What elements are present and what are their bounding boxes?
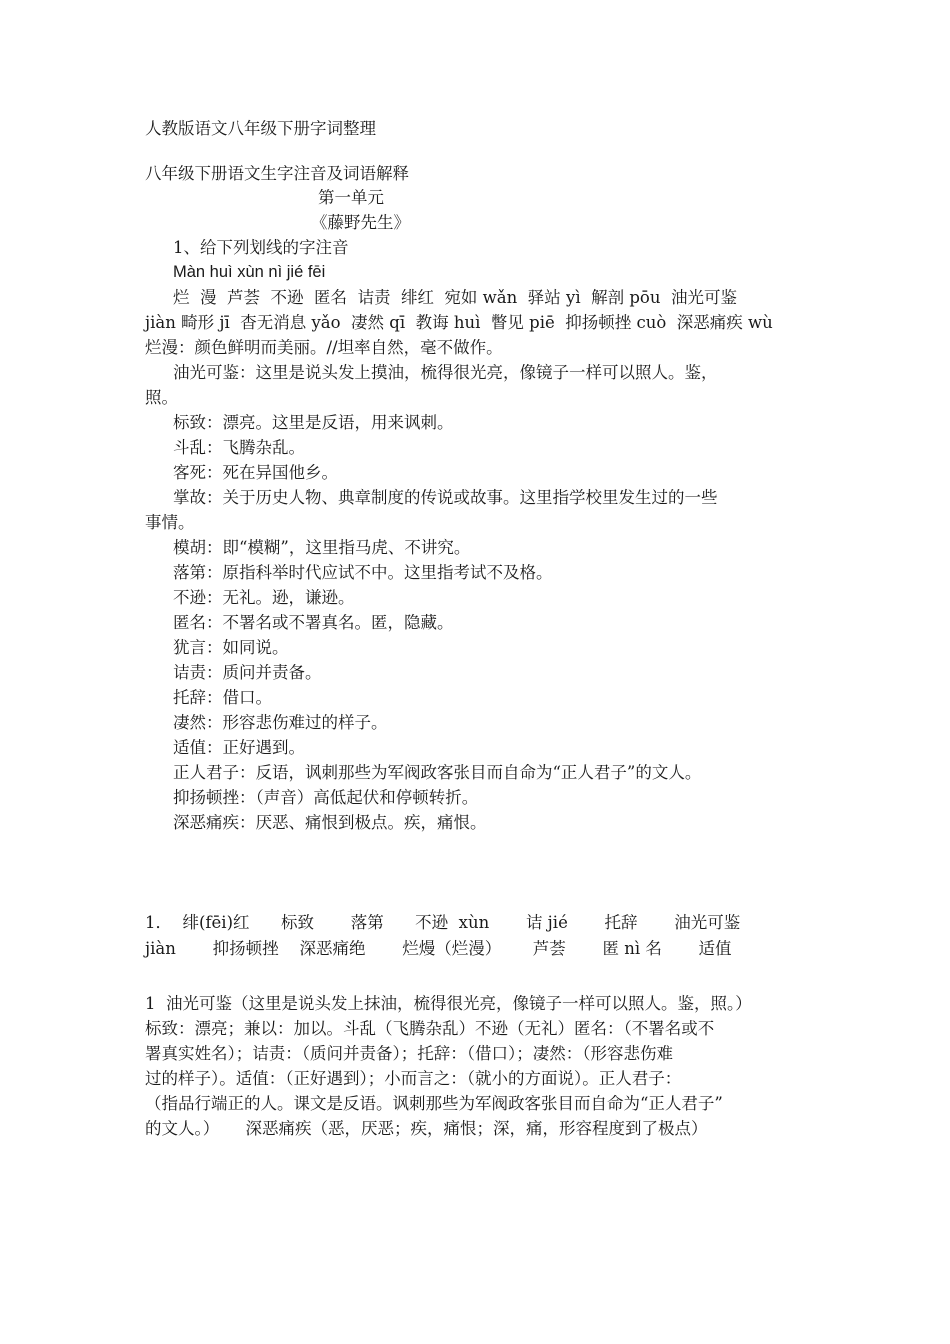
- summary-line: 的文人。） 深恶痛疾（恶，厌恶；疾，痛恨；深，痛，形容程度到了极点）: [145, 1119, 708, 1138]
- definition-line: 适值：正好遇到。: [173, 738, 305, 757]
- summary-line: 标致：漂亮；兼以：加以。斗乱（飞腾杂乱）不逊（无礼）匿名：（不署名或不: [145, 1019, 715, 1038]
- definition-line: 斗乱：飞腾杂乱。: [173, 438, 305, 457]
- definition-line: 烂漫：颜色鲜明而美丽。//坦率自然，毫不做作。: [145, 338, 503, 357]
- definition-line: 标致：漂亮。这里是反语，用来讽刺。: [173, 413, 454, 432]
- review-line: 1． 绯(fēi)红 标致 落第 不逊 xùn 诘 jié 托辞 油光可鉴: [145, 913, 741, 932]
- section-title: 八年级下册语文生字注音及词语解释: [145, 164, 409, 183]
- definition-line: 凄然：形容悲伤难过的样子。: [173, 713, 388, 732]
- exercise-heading: 1、给下列划线的字注音: [173, 238, 349, 257]
- definition-line: 油光可鉴：这里是说头发上摸油，梳得很光亮，像镜子一样可以照人。鉴，: [173, 363, 718, 382]
- summary-line: 1 油光可鉴（这里是说头发上抹油，梳得很光亮，像镜子一样可以照人。鉴，照。）: [145, 994, 752, 1013]
- definition-line: 模胡：即“模糊”，这里指马虎、不讲究。: [173, 538, 471, 557]
- definition-line: 不逊：无礼。逊，谦逊。: [173, 588, 355, 607]
- definition-line: 事情。: [145, 513, 195, 532]
- definition-line: 犹言：如同说。: [173, 638, 289, 657]
- summary-line: 过的样子）。适值：（正好遇到）；小而言之：（就小的方面说）。正人君子：: [145, 1069, 682, 1088]
- definition-line: 照。: [145, 388, 178, 407]
- summary-line: （指品行端正的人。课文是反语。讽刺那些为军阀政客张目而自命为“正人君子”: [145, 1094, 723, 1113]
- definition-line: 匿名：不署名或不署真名。匿，隐藏。: [173, 613, 454, 632]
- definition-line: 抑扬顿挫：（声音）高低起伏和停顿转折。: [173, 788, 479, 807]
- definition-line: 掌故：关于历史人物、典章制度的传说或故事。这里指学校里发生过的一些: [173, 488, 718, 507]
- word-line: 烂 漫 芦荟 不逊 匿名 诘责 绯红 宛如 wǎn 驿站 yì 解剖 pōu 油光可鉴: [173, 288, 737, 307]
- definition-line: 托辞：借口。: [173, 688, 272, 707]
- review-line: jiàn 抑扬顿挫 深恶痛绝 烂熳（烂漫） 芦荟 匿 nì 名 适值: [145, 939, 732, 958]
- document-title: 人教版语文八年级下册字词整理: [145, 119, 376, 138]
- definition-line: 客死：死在异国他乡。: [173, 463, 338, 482]
- word-line: jiàn 畸形 jī 杳无消息 yǎo 凄然 qī 教诲 huì 瞥见 piē 抑扬顿挫 cuò 深恶痛疾 wù: [145, 313, 773, 332]
- definition-line: 深恶痛疾：厌恶、痛恨到极点。疾，痛恨。: [173, 813, 487, 832]
- summary-line: 署真实姓名）；诘责：（质问并责备）；托辞：（借口）；凄然：（形容悲伤难: [145, 1044, 673, 1063]
- definition-line: 诘责：质问并责备。: [173, 663, 322, 682]
- lesson-title: 《藤野先生》: [311, 213, 410, 232]
- definition-line: 正人君子：反语，讽刺那些为军阀政客张目而自命为“正人君子”的文人。: [173, 763, 702, 782]
- definition-line: 落第：原指科举时代应试不中。这里指考试不及格。: [173, 563, 553, 582]
- pinyin-line: Màn huì xùn nì jié fēi: [173, 263, 326, 281]
- unit-title: 第一单元: [318, 188, 384, 207]
